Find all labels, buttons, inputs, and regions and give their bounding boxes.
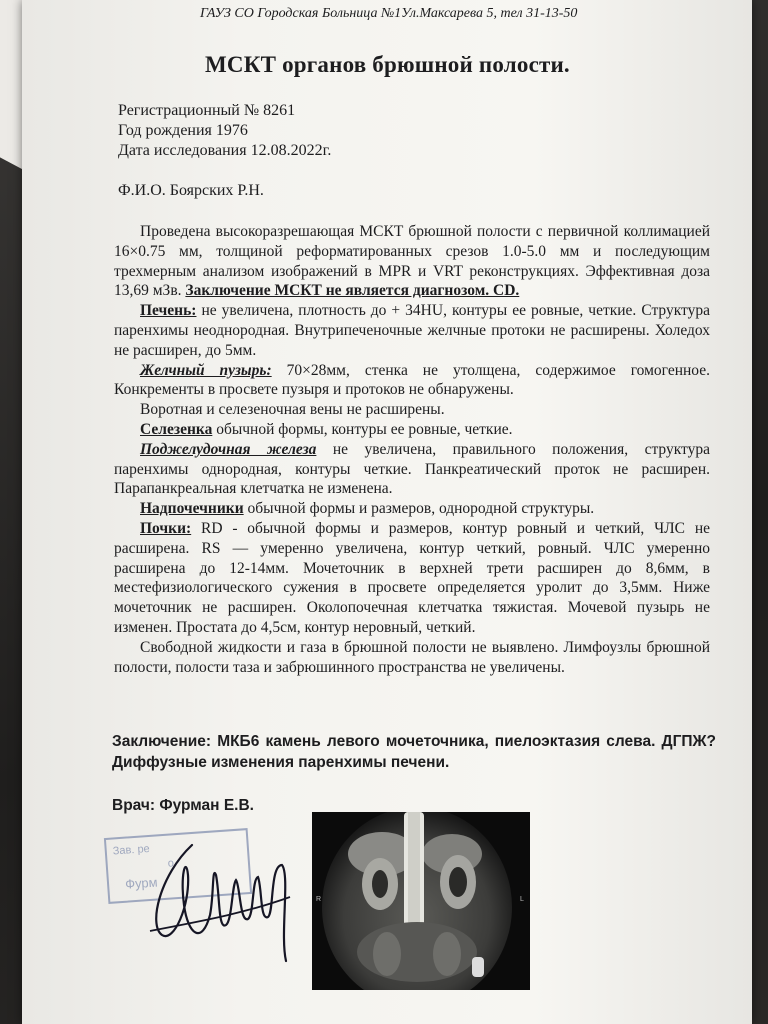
stamp-line-3: Фурм: [124, 874, 158, 892]
veins-paragraph: Воротная и селезеночная вены не расширены.: [140, 401, 445, 419]
adrenal-paragraph: [114, 499, 710, 519]
liver-label: Печень:: [140, 302, 197, 320]
exam-date: Дата исследования 12.08.2022г.: [118, 142, 332, 159]
free-fluid-paragraph: Свободной жидкости и газа в брюшной полости не выявлено. Лимфоузлы брюшной полости, полости таза и забрюшинного пространства не увеличены.: [114, 638, 710, 676]
ct-right-marker: R: [316, 896, 322, 903]
spleen-label: Селезенка: [140, 420, 213, 438]
liver-paragraph: [114, 301, 710, 360]
kidney-paragraph: [114, 519, 710, 638]
adrenal-label: Надпочечники: [140, 500, 244, 518]
stamp-line-1: Зав. ре: [112, 842, 151, 858]
gallbladder-text: 70×28мм, стенка не утолщена, содержимое гомогенное. Конкременты в просвете пузыря и протоков не обнаружены.: [114, 361, 710, 399]
hospital-header: ГАУЗ СО Городская Больница №1Ул.Максарева 5, тел 31-13-50: [200, 6, 578, 21]
ct-left-marker: L: [520, 896, 524, 903]
gallbladder-label: Желчный пузырь:: [140, 361, 272, 379]
birth-year: Год рождения 1976: [118, 122, 248, 139]
intro-text: Проведена высокоразрешающая МСКТ брюшной полости с первичной коллимацией 16×0.75 мм, толщиной реформатированных срезов 1.0-5.0 мм и последующим трехмерным анализом изображений в MPR и VRT реконструкциях. Эффективная доза 13,69 мЗв.: [114, 223, 710, 300]
document-title: МСКТ органов брюшной полости.: [205, 52, 570, 77]
stamp-line-2: о: [167, 857, 175, 870]
pancreas-label: Поджелудочная железа: [140, 440, 317, 458]
pancreas-text: не увеличена, правильного положения, структура паренхимы однородная, контуры четкие. Панкреатический проток не расширен. Парапанкреальная клетчатка не изменена.: [114, 440, 710, 498]
patient-name: Ф.И.О. Боярских Р.Н.: [118, 182, 264, 199]
doctor-name: Врач: Фурман Е.В.: [112, 797, 254, 814]
pancreas-paragraph: [114, 440, 710, 499]
liver-text: не увеличена, плотность до + 34HU, контуры ее ровные, четкие. Структура паренхимы неоднородная. Внутрипеченочные желчные протоки не расширены. Холедох не расширен, до 5мм.: [114, 302, 710, 359]
spleen-text: обычной формы, контуры ее ровные, четкие.: [212, 420, 513, 438]
conclusion: Заключение: МКБ6 камень левого мочеточника, пиелоэктазия слева. ДГПЖ? Диффузные изменения паренхимы печени.: [112, 733, 716, 771]
gallbladder-paragraph: [114, 361, 710, 401]
signature: [140, 835, 300, 965]
spleen-paragraph: [114, 420, 710, 440]
ct-scan-graphic: [312, 812, 530, 990]
intro-paragraph: [114, 222, 710, 301]
adrenal-text: обычной формы и размеров, однородной структуры.: [243, 500, 595, 518]
ct-scan-image: [312, 812, 530, 990]
registration-number: Регистрационный № 8261: [118, 102, 296, 119]
kidney-text: RD - обычной формы и размеров, контур ровный и четкий, ЧЛС не расширена. RS — умеренно увеличена, контур четкий, ровный. ЧЛС умеренно расширена до 12-14мм. Мочеточник в верхней трети расширен до 8,6мм, в местефизиологического сужения в просвете определяется уролит до 3,5мм. Ниже мочеточник не расширен. Околопочечная клетчатка тяжистая. Мочевой пузырь не изменен. Простата до 4,5см, контур неровный, четкий.: [114, 519, 710, 636]
kidney-label: Почки:: [140, 519, 192, 537]
report-body: [114, 222, 710, 677]
intro-disclaimer: Заключение МСКТ не является диагнозом. CD.: [185, 282, 520, 300]
